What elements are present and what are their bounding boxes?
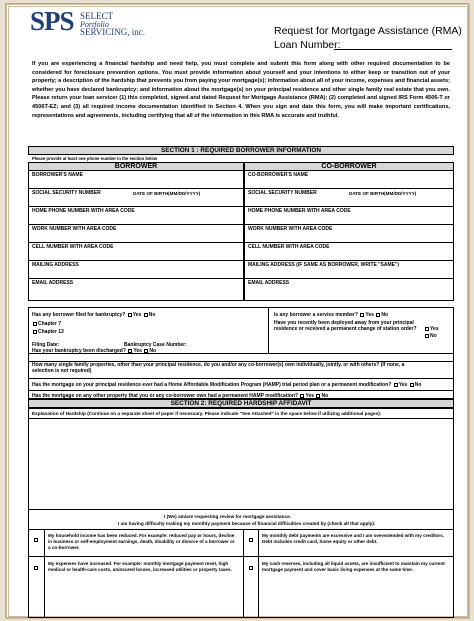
label-text: Filing Date:: [32, 342, 60, 348]
other-no-checkbox[interactable]: [316, 394, 320, 398]
divider: [243, 529, 244, 618]
option-label: Chapter 13: [38, 329, 64, 335]
hamp-yes-checkbox[interactable]: [394, 383, 398, 387]
service-yes-checkbox[interactable]: [360, 313, 364, 317]
field-label: MAILING ADDRESS (IF SAME AS BORROWER, WRITE "SAME"): [248, 262, 400, 268]
option-label: Yes: [133, 348, 142, 354]
question-text: Has any borrower filed for bankruptcy?: [32, 312, 126, 318]
field-label: SOCIAL SECURITY NUMBER: [32, 190, 101, 196]
option-label: No: [148, 312, 156, 318]
properties-question: How many single family properties, other than your principal residence, do you and/or any co-borrower(s) own individually, jointly, or with others? (If none, a selection is not required): [32, 362, 405, 375]
option-label: No: [149, 348, 156, 354]
field-label: WORK NUMBER WITH AREA CODE: [248, 226, 333, 232]
field-label: WORK NUMBER WITH AREA CODE: [32, 226, 117, 232]
option-label: Yes: [132, 312, 142, 318]
deployed-question: Have you recently been deployed away from your principal residence or received a permanent change of station order?: [274, 320, 417, 333]
form-page: [5, 3, 469, 618]
coborrower-cell-phone-field[interactable]: [244, 243, 454, 261]
field-label: CELL NUMBER WITH AREA CODE: [32, 244, 114, 250]
service-member-question: [274, 312, 388, 318]
logo-line-1: SELECT: [80, 11, 113, 21]
option-label: Chapter 7: [38, 321, 62, 327]
borrower-cell-phone-field[interactable]: [28, 243, 244, 261]
question-text: Has your bankruptcy been discharged?: [32, 348, 126, 354]
debt-excessive-checkbox[interactable]: [249, 538, 253, 542]
hardship-item-left-2: My expenses have increased. For example: monthly mortgage payment reset, high medical or health-care costs, uninsured losses, increased utilities or property taxes.: [48, 561, 232, 573]
company-logo: [30, 6, 160, 40]
loan-number-label: Loan Number:: [274, 39, 341, 51]
option-label: Yes: [430, 326, 439, 332]
discharged-question: [32, 348, 156, 354]
hardship-item-right-2: My cash reserves, including all liquid assets, are insufficient to maintain my current mortgage payment and cover basic living expenses at the same time.: [262, 561, 445, 573]
other-yes-checkbox[interactable]: [300, 394, 304, 398]
coborrower-ssn-field[interactable]: [244, 189, 454, 207]
hamp-question: [32, 382, 421, 388]
section-1-header: SECTION 1 : REQUIRED BORROWER INFORMATION: [28, 146, 454, 155]
deployed-options: [424, 326, 439, 332]
chapter-13-option: [32, 329, 64, 335]
coborrower-name-field[interactable]: [244, 171, 454, 189]
question-text: Has the mortgage on any other property that you or any co-borrower own had a permanent HAMP modification?: [32, 393, 299, 399]
cash-reserves-checkbox[interactable]: [249, 566, 253, 570]
field-label: SOCIAL SECURITY NUMBER: [248, 190, 317, 196]
borrower-work-phone-field[interactable]: [28, 225, 244, 243]
hardship-item-left-1: My household income has been reduced. For example: reduced pay or hours, decline in business or self-employment earnings, death, disability or divorce of a borrower or a co-borrower.: [48, 533, 235, 551]
chapter-13-checkbox[interactable]: [33, 330, 37, 334]
coborrower-header: CO-BORROWER: [244, 162, 454, 171]
borrower-email-field[interactable]: [28, 279, 244, 301]
loan-number-field[interactable]: [334, 49, 452, 50]
deployed-yes-checkbox[interactable]: [425, 327, 429, 331]
field-label: EMAIL ADDRESS: [248, 280, 290, 286]
phone-note: Please provide at least one phone number in the section below: [32, 156, 158, 161]
field-label: HOME PHONE NUMBER WITH AREA CODE: [248, 208, 351, 214]
field-label: MAILING ADDRESS: [32, 262, 79, 268]
coborrower-email-field[interactable]: [244, 279, 454, 301]
option-label: Yes: [365, 312, 374, 318]
discharged-no-checkbox[interactable]: [144, 349, 148, 353]
deployed-no-checkbox[interactable]: [425, 334, 429, 338]
divider: [28, 556, 454, 557]
service-no-checkbox[interactable]: [376, 313, 380, 317]
intro-text: [32, 60, 450, 120]
option-label: No: [321, 393, 329, 399]
expenses-increased-checkbox[interactable]: [34, 566, 38, 570]
option-label: No: [430, 333, 437, 339]
hardship-explanation-label: Explanation of Hardship (Continue on a separate sheet of paper if necessary. Please indicate "See Attached" in the space below if utilizing additional pages):: [32, 411, 382, 416]
difficulty-statement: I am having difficulty making my monthly payment because of financial difficulties created by (check all that apply):: [118, 521, 376, 526]
request-statement: I (We) am/are requesting review for mortgage assistance.: [164, 514, 292, 519]
option-label: Yes: [305, 393, 315, 399]
label-text: Bankruptcy Case Number:: [124, 342, 187, 348]
bankruptcy-question: [32, 312, 155, 318]
question-text: Is any borrower a service member?: [274, 312, 358, 318]
option-label: No: [414, 382, 422, 388]
option-label: No: [381, 312, 389, 318]
bankruptcy-no-checkbox[interactable]: [144, 313, 148, 317]
divider: [28, 378, 454, 379]
divider: [268, 307, 269, 353]
intro-paragraph: If you are experiencing a financial hardship and need help, you must complete and submit this form along with other required documentation to be considered for foreclosure prevention options. You must provide information about yourself and your intentions to either keep or transition out of your property; a description of the hardship that prevents you from paying your mortgage(s); information about all of your income, expenses and financial assets; whether you have declared bankruptcy; and information about the mortgage(s) on your principal residence and other single family real estate that you own. Please return your loan servicer (1) this completed, signed and dated Request for Mortgage Assistance (RMA); (2) completed and signed IRS Form 4506-T or 4506T-EZ; and (3) all required income documentation identified in Section 4.: [32, 61, 450, 110]
dob-label: DATE OF BIRTH(MM/DD/YYYY): [133, 191, 201, 196]
logo-line-2: Portfolio: [80, 20, 109, 29]
divider: [28, 390, 454, 391]
hardship-explanation-field[interactable]: [28, 418, 454, 510]
field-label: CELL NUMBER WITH AREA CODE: [248, 244, 330, 250]
chapter-7-option: [32, 321, 61, 327]
deployed-no-option: [424, 333, 437, 339]
intro-certification: When you sign and date this form, you will make important certifications, representations and agreements, including certifying that all of the information in this RMA is accurate and truthful.: [32, 103, 450, 119]
hardship-item-right-1: My monthly debt payments are excessive and I am overextended with my creditors. Debt includes credit card, home equity or other debt.: [262, 533, 445, 545]
field-label: EMAIL ADDRESS: [32, 280, 74, 286]
bankruptcy-yes-checkbox[interactable]: [128, 313, 132, 317]
divider: [258, 529, 259, 618]
logo-line-3: SERVICING, inc.: [80, 27, 146, 37]
borrower-header: BORROWER: [28, 162, 244, 171]
question-text: Has the mortgage on your principal residence ever had a Home Affordable Modification Program (HAMP) trial period plan or a permanent modification?: [32, 382, 392, 388]
field-label: CO-BORROWER'S NAME: [248, 172, 309, 178]
discharged-yes-checkbox[interactable]: [128, 349, 132, 353]
chapter-7-checkbox[interactable]: [33, 322, 37, 326]
section-2-header: SECTION 2: REQUIRED HARDSHIP AFFIDAVIT: [28, 399, 454, 408]
logo-letters: SPS: [30, 6, 74, 36]
coborrower-home-phone-field[interactable]: [244, 207, 454, 225]
borrower-ssn-field[interactable]: [28, 189, 244, 207]
divider: [28, 529, 454, 530]
form-title: Request for Mortgage Assistance (RMA): [274, 25, 462, 37]
coborrower-mailing-address-field[interactable]: [244, 261, 454, 279]
borrower-home-phone-field[interactable]: [28, 207, 244, 225]
field-label: HOME PHONE NUMBER WITH AREA CODE: [32, 208, 135, 214]
field-label: BORROWER'S NAME: [32, 172, 83, 178]
borrower-name-field[interactable]: [28, 171, 244, 189]
income-reduced-checkbox[interactable]: [34, 538, 38, 542]
coborrower-work-phone-field[interactable]: [244, 225, 454, 243]
borrower-mailing-address-field[interactable]: [28, 261, 244, 279]
option-label: Yes: [398, 382, 408, 388]
hamp-no-checkbox[interactable]: [410, 383, 414, 387]
dob-label: DATE OF BIRTH(MM/DD/YYYY): [349, 191, 417, 196]
divider: [44, 529, 45, 618]
